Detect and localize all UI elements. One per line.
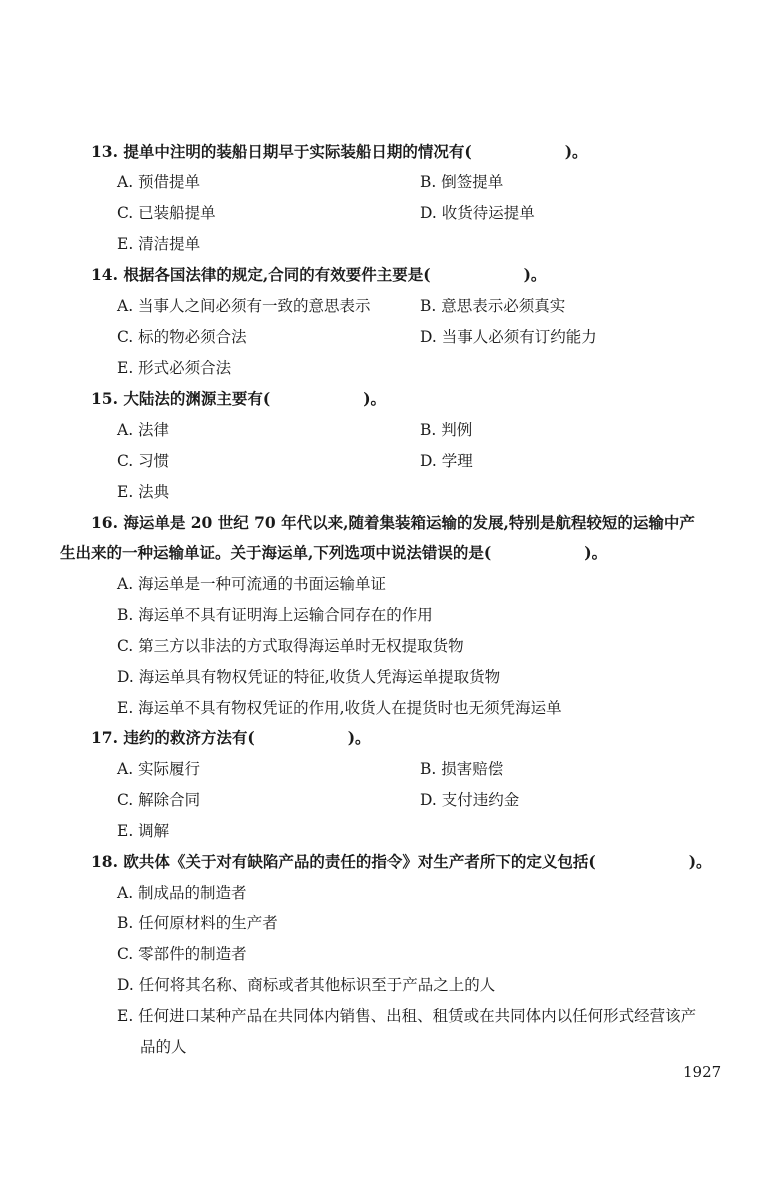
question-14-stem: 14. 根据各国法律的规定,合同的有效要件主要是( )。 (91, 265, 547, 284)
question-13-stem: 13. 提单中注明的装船日期早于实际装船日期的情况有( )。 (91, 142, 588, 161)
question-15-option-b: B. 判例 (420, 421, 473, 439)
question-18-option-a: A. 制成品的制造者 (117, 884, 247, 902)
question-13-option-e: E. 清洁提单 (117, 235, 201, 253)
question-16-option-e: E. 海运单不具有物权凭证的作用,收货人在提货时也无须凭海运单 (117, 699, 562, 717)
question-14-option-e: E. 形式必须合法 (117, 359, 232, 377)
question-16-stem-line-2: 生出来的一种运输单证。关于海运单,下列选项中说法错误的是( )。 (60, 543, 608, 562)
question-14-option-a: A. 当事人之间必须有一致的意思表示 (117, 297, 371, 315)
question-17-option-e: E. 调解 (117, 822, 170, 840)
question-13-option-b: B. 倒签提单 (420, 173, 504, 191)
question-15-option-d: D. 学理 (420, 452, 473, 470)
page-number: 1927 (683, 1063, 722, 1081)
question-18-stem: 18. 欧共体《关于对有缺陷产品的责任的指令》对生产者所下的定义包括( )。 (91, 852, 712, 871)
question-13-option-a: A. 预借提单 (117, 173, 201, 191)
question-17-option-b: B. 损害赔偿 (420, 760, 504, 778)
question-18-option-e-continued: 品的人 (140, 1038, 187, 1056)
question-17-option-c: C. 解除合同 (117, 791, 201, 809)
question-17-stem: 17. 违约的救济方法有( )。 (91, 728, 371, 747)
question-16-option-b: B. 海运单不具有证明海上运输合同存在的作用 (117, 606, 433, 624)
question-17-option-a: A. 实际履行 (117, 760, 201, 778)
question-14-option-c: C. 标的物必须合法 (117, 328, 247, 346)
question-18-option-c: C. 零部件的制造者 (117, 945, 247, 963)
question-18-option-d: D. 任何将其名称、商标或者其他标识至于产品之上的人 (117, 976, 496, 994)
question-14-option-b: B. 意思表示必须真实 (420, 297, 566, 315)
question-15-option-e: E. 法典 (117, 483, 170, 501)
question-13-option-d: D. 收货待运提单 (420, 204, 535, 222)
question-15-option-a: A. 法律 (117, 421, 170, 439)
question-15-stem: 15. 大陆法的渊源主要有( )。 (91, 389, 387, 408)
question-16-stem-line-1: 16. 海运单是 20 世纪 70 年代以来,随着集装箱运输的发展,特别是航程较短的运输中产 (91, 513, 695, 532)
question-14-option-d: D. 当事人必须有订约能力 (420, 328, 597, 346)
question-16-option-d: D. 海运单具有物权凭证的特征,收货人凭海运单提取货物 (117, 668, 501, 686)
question-16-option-c: C. 第三方以非法的方式取得海运单时无权提取货物 (117, 637, 464, 655)
question-16-option-a: A. 海运单是一种可流通的书面运输单证 (117, 575, 387, 593)
question-18-option-e: E. 任何进口某种产品在共同体内销售、出租、租赁或在共同体内以任何形式经营该产 (117, 1007, 697, 1025)
question-13-option-c: C. 已装船提单 (117, 204, 216, 222)
question-17-option-d: D. 支付违约金 (420, 791, 520, 809)
question-18-option-b: B. 任何原材料的生产者 (117, 914, 278, 932)
question-15-option-c: C. 习惯 (117, 452, 170, 470)
